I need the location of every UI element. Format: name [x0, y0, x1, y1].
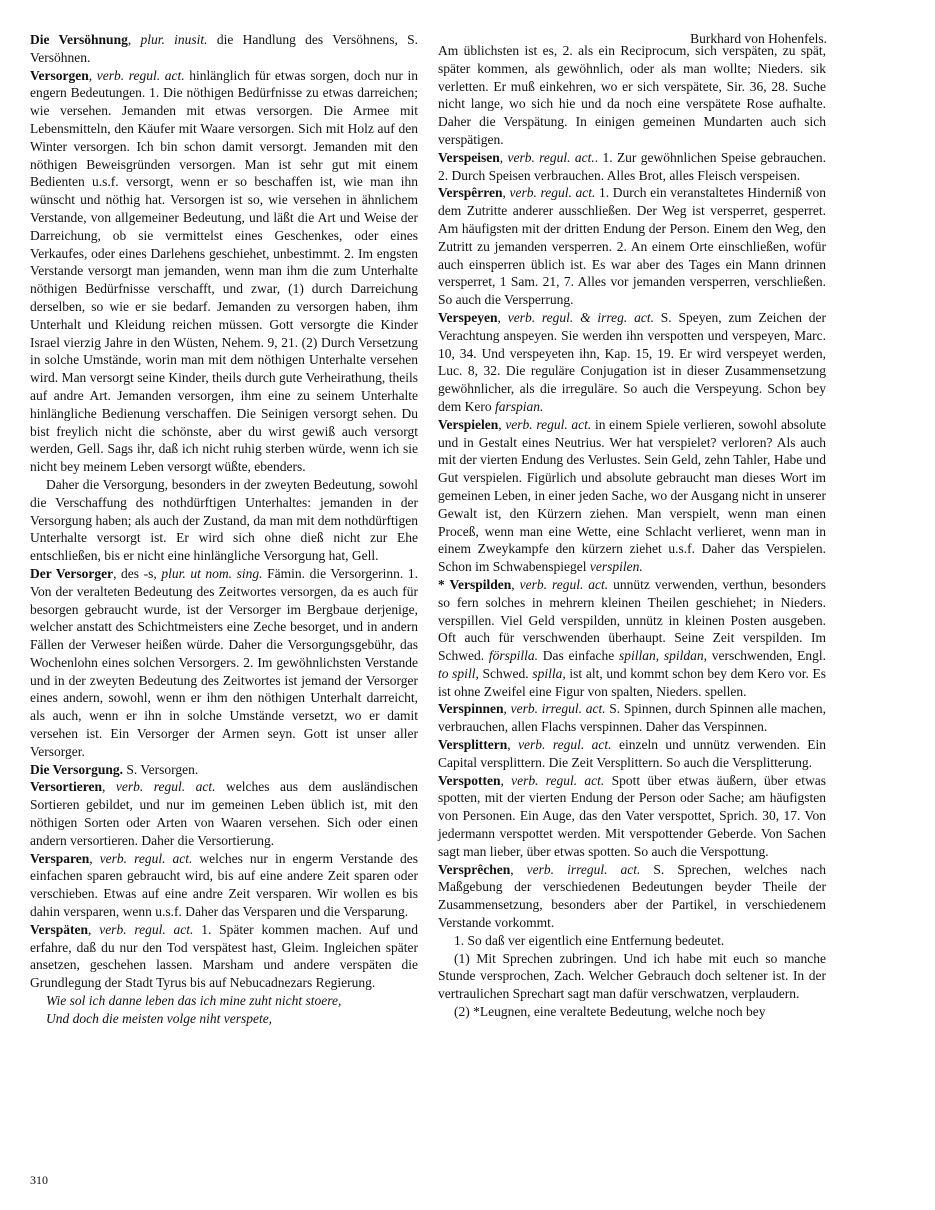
entry-versprechen: Versprêchen, verb. irregul. act. S. Sprechen, welches nach Maßgebung der verschiedenen Bedeutungen beyder Theile der Zusammensetzung, besonders aber der Partikel, in verschiedenem Verstande vorkommt.: [438, 861, 827, 931]
entry-verspotten: Verspotten, verb. regul. act. Spott über etwas äußern, über etwas spotten, mit der vierten Endung der Person oder Sache; am häufigsten von Personen. Ein Auge, das den Vater verspottet, Sprich. 30, 17. Von jedermann verspottet werden. Mit verspottender Geberde. Von Sachen sagt man lieber, über etwas spotten. So auch die Verspottung.: [438, 772, 827, 859]
right-column: [438, 42, 826, 1021]
entry-versparen: Versparen, verb. regul. act. welches nur in engerm Verstande des einfachen sparen gebraucht wird, bis auf eine andere Zeit sparen oder verschieben. Etwas auf eine andre Zeit versparen. Wir wollen es bis dahin versparen, wenn u.s.f. Daher das Versparen und die Versparung.: [30, 850, 419, 920]
entry-verspielen: Verspielen, verb. regul. act. in einem Spiele verlieren, sowohl absolute und in Gestalt eines Neutrius. Wer hat verspielet? verloren? Als auch mit der vierten Endung des Verlustes. Sein Geld, zehn Tahler, Habe und Gut verspielen. Figürlich und absolute gebraucht man dieses Wort im gemeinen Leben, in einer jeden Sache, wo der Ausgang nicht in unserer Gewalt ist, den Kürzern ziehen. Man verspielt, wenn man einen Proceß, wenn man eine Wette, eine Schlacht verlieret, wenn man in einem Zweykampfe den kürzern ziehet u.s.f. Daher das Verspielen. Schon im Schwabenspiegel verspilen.: [438, 416, 826, 575]
entry-verspilden: * Verspilden, verb. regul. act. unnütz verwenden, verthun, besonders so fern solches in mehrern kleinen Theilen geschiehet; in Nieders. verspillen. Viel Geld verspilden, unnütz in kleinen Posten ausgeben. Oft auch für verschwenden überhaupt. Seine Zeit verspilden. Im Schwed. förspilla. Das einfache spillan, spildan, verschwenden, Engl. to spill, Schwed. spilla, ist alt, und kommt schon bey dem Kero vor. Es ist ohne Zweifel eine Figur von spalten, Nieders. spellen.: [438, 576, 826, 699]
entry-versorger: Der Versorger, des -s, plur. ut nom. sing. Fämin. die Versorgerinn. 1. Von der veralteten Bedeutung des Zeitwortes versorgen, da es auch für besorgen gebraucht wurde, ist der Versorger im Bergbaue derjenige, welcher anstatt des Schichtmeisters eine Zeche besorget, und in andern Fällen der Verweser heißen würde. Daher die Versorgungsgebühr, das Wochenlohn eines solchen Versorgers. 2. Im gewöhnlichsten Verstande und in der zweyten Bedeutung des Zeitwortes ist jemand der Versorger eines andern, sowohl, wenn er ihm den nöthigen Unterhalt darreicht, als auch, wenn er ihn in solche Umstände versetzt, wo er damit versehen ist. Ein Versorger der Armen seyn. Gott ist unser aller Versorger.: [30, 565, 418, 759]
entry-versperren: Verspêrren, verb. regul. act. 1. Durch ein veranstaltetes Hinderniß von dem Zutritte anderer ausschließen. Der Weg ist versperret, gesperret. Am häufigsten mit der dritten Endung der Person. Einem den Weg, den Zutritt zu jemanden versperren. 2. An einem Orte einschließen, wofür auch einsperren üblich ist. Es war aber des Tages ein Mann drinnen versperret, 1 Sam. 21, 7. Alles vor jemanden versperren, verschließen. So auch die Versperrung.: [438, 185, 827, 308]
entry-versoehnung: Die Versöhnung, plur. inusit. die Handlung des Versöhnens, S. Versöhnen.: [30, 32, 419, 65]
entry-versplittern: Versplittern, verb. regul. act. einzeln und unnütz verwenden. Ein Capital versplittern. Die Zeit Versplittern. So auch die Versplitterung.: [438, 737, 826, 770]
entry-verspinnen: Verspinnen, verb. irregul. act. S. Spinnen, durch Spinnen alle machen, verbrauchen, allen Flachs verspinnen. Daher das Verspinnen.: [438, 701, 827, 735]
entry-versorgen: Versorgen, verb. regul. act. hinlänglich für etwas sorgen, doch nur in engern Bedeutungen. 1. Die nöthigen Bedürfnisse zu etwas darreichen; wie versehen. Jemanden mit etwas versorgen. Die Armee mit Lebensmitteln, den Käufer mit Waare versorgen. Sich mit Holz auf den Winter versorgen. Ich bin schon damit versorgt. Jemanden mit den nöthigen Beweisgründen versorgen. Man ist sehr gut mit einem Bedienten u.s.f. versorgt, wenn er so beschaffen ist, wie man ihn wünscht und nöthig hat. Versorgen ist so, wie versehen in ähnlichem Verstande, von allgemeiner Bedeutung, und läßt die Art und Weise der Darreichung, ob sie vermittelst eines Geschenkes, oder eines Verkaufes, oder eines Darlehens geschiehet, unbestimmt. 2. Im engsten Verstande versorgt man jemanden, wenn man ihm die zum Unterhalte nöthigen Bedürfnisse verschafft, und zwar, (1) durch Darreichung derselben, so wie er sie bedarf. Jemanden zu versorgen haben, ihm Unterhalt und Kleidung reichen müssen. Gott versorgte die Kinder Israel vierzig Jahre in den Wüsten, Nehem. 9, 21. (2) Durch Versetzung in solche Umstände, worin man mit dem nöthigen Unterhalte versehen wird. Man versorgt seine Kinder, theils durch gute Verheirathung, theils auf andre Art. Jemanden versorgen, ihm eine zu seinem Unterhalte hinlängliche Bedienung verschaffen. Die Seinigen versorgt sehen. Du bist freylich nicht die schönste, aber du wirst gewiß auch versorgt werden, Gell. Sags ihr, daß ich nicht ruhig sterben würde, wenn ich sie nicht bey meinem Leben versorgt wüßte, ebenders.: [30, 67, 419, 475]
poem-line: Und doch die meisten volge niht verspete,: [46, 1010, 273, 1026]
entry-die-versorgung: Die Versorgung. S. Versorgen.: [30, 761, 199, 777]
entry-verspeisen: Verspeisen, verb. regul. act.. 1. Zur gewöhnlichen Speise gebrauchen. 2. Durch Speisen verbrauchen. Alles Brot, alles Fleisch verspeisen.: [438, 149, 826, 183]
left-column: [30, 31, 418, 1028]
paragraph-sense-1-2: (2) *Leugnen, eine veraltete Bedeutung, welche noch bey: [454, 1004, 766, 1020]
paragraph-versorgung: Daher die Versorgung, besonders in der zweyten Bedeutung, sowohl die Verschaffung des nothdürftigen Unterhaltes: jemanden in der Versorgung haben; als auch der Zustand, da man mit dem nothdürftigen Unterhalte versorgt ist. Er wird sich ohne dieß nicht zur Ehe entschließen, bis er nicht eine hinlängliche Versorgung hat, Gell.: [30, 476, 418, 564]
page-number: 310: [30, 1173, 48, 1187]
entry-versortieren: Versortieren, verb. regul. act. welches aus dem ausländischen Sortieren gebildet, und nur im gemeinen Leben üblich ist, mit den nöthigen Sorten oder Arten von Waaren versehen. Sich oder einen andern versortieren. Daher die Versortierung.: [30, 779, 418, 848]
paragraph-verspaeten-cont: Am üblichsten ist es, 2. als ein Reciprocum, sich verspäten, zu spät, später kommen, als gewöhnlich, oder als man wollte; Nieders. sik verletten. Er muß einkehren, wo er sich verspätete, Sir. 36, 28. Suche nicht lange, wo sich hie und da noch eine verspätete Rose aufhalte. Daher die Verspätung. In einigen gemeinen Mundarten auch sich verspätigen.: [438, 43, 826, 147]
poem-line: Wie sol ich danne leben das ich mine zuht nicht stoere,: [46, 993, 342, 1009]
entry-verspeyen: Verspeyen, verb. regul. & irreg. act. S. Speyen, zum Zeichen der Verachtung anspeyen. Sie werden ihn verspotten und verspeyen, Marc. 10, 34. Und verspeyeten ihn, Kap. 15, 19. Er wird verspeyet werden, Luc. 8, 32. Die reguläre Conjugation ist in dieser Zusammensetzung gewöhnlicher, als die irreguläre. So auch die Verspeyung. Schon bey dem Kero farspian.: [438, 309, 827, 414]
paragraph-sense-1: 1. So daß ver eigentlich eine Entfernung bedeutet.: [454, 932, 725, 948]
entry-verspaeten: Verspäten, verb. regul. act. 1. Später kommen machen. Auf und erfahre, daß du nur den Tod verspätest hast, Gleim. Ingleichen später ansetzen, geschehen lassen. Marsham und andere verspäten die Grundlegung der Stadt Tyrus bis auf Nebucadnezars Regierung.: [30, 921, 418, 991]
paragraph-sense-1-1: (1) Mit Sprechen zubringen. Und ich habe mit euch so manche Stunde versprochen, Zach. Welcher Gebrauch doch seltener ist. In der vertraulichen Sprechart sagt man dafür verschwatzen, verplaudern.: [438, 950, 826, 1002]
running-header: Burkhard von Hohenfels.: [690, 31, 827, 46]
